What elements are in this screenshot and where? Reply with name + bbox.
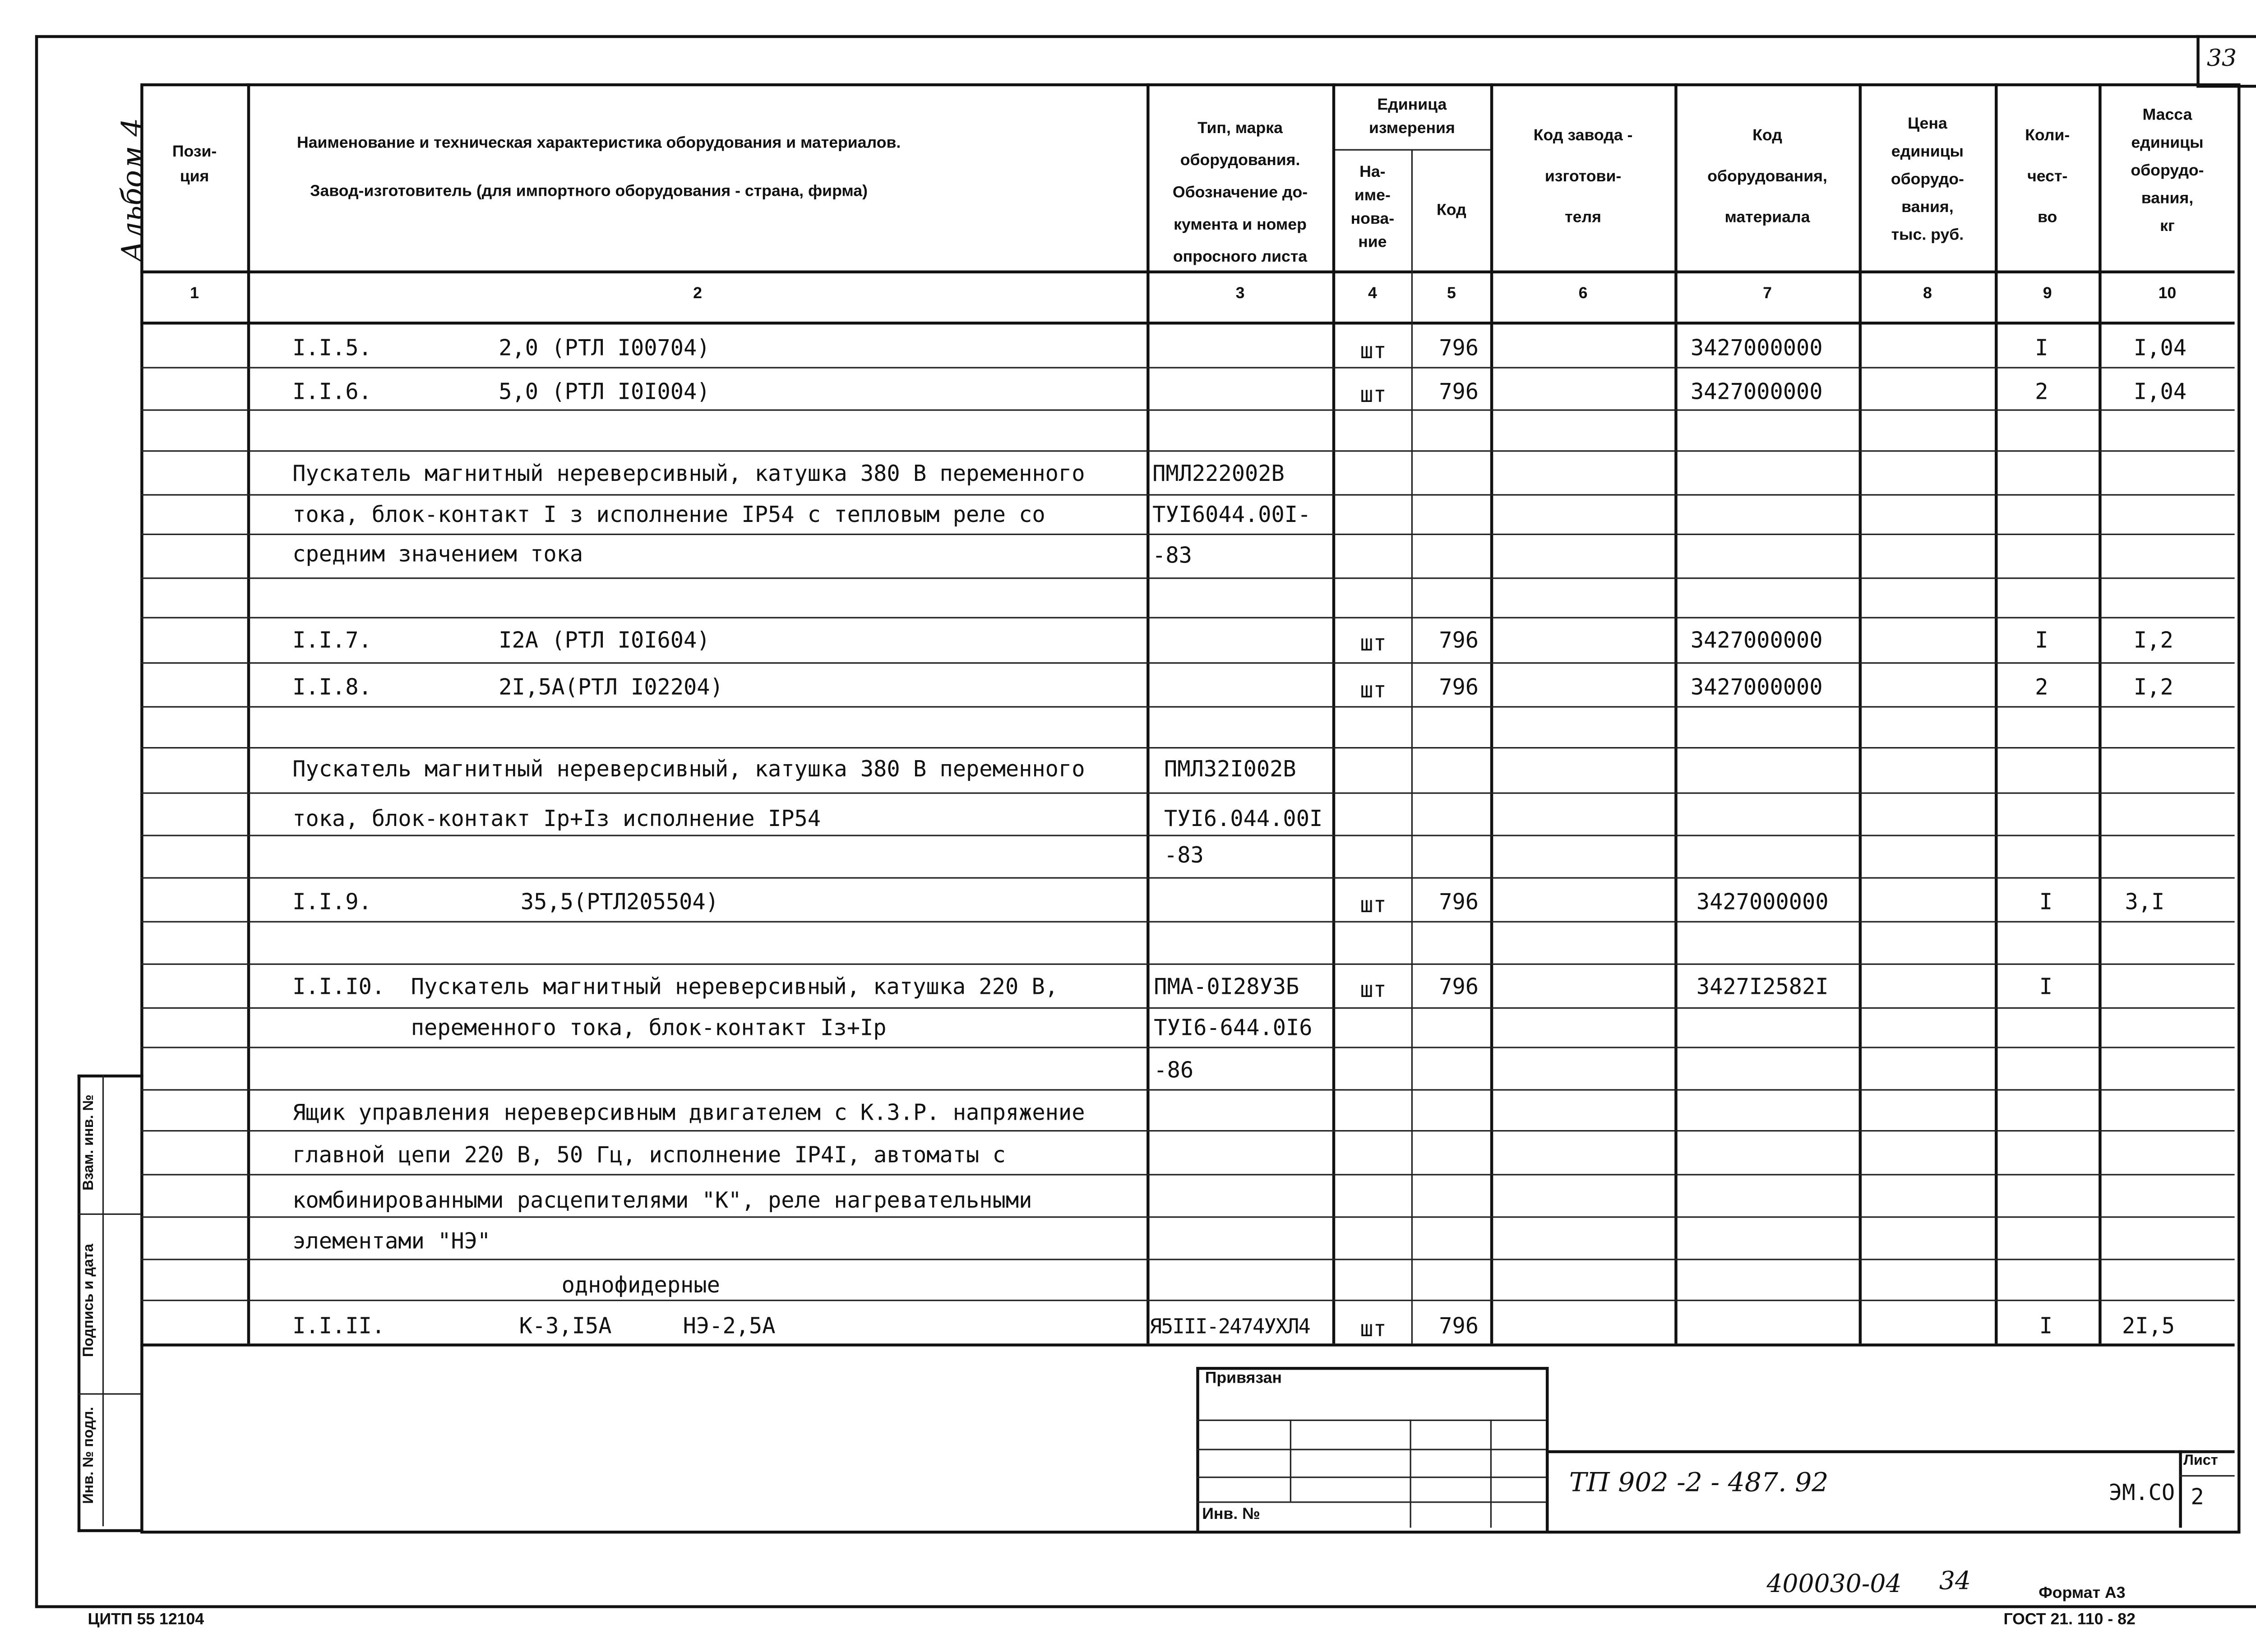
row-mass: I,04 — [2133, 378, 2187, 405]
type-mark: ПМЛ222002В — [1152, 460, 1285, 487]
row-pos: I.I.5. — [292, 335, 372, 361]
description-line: переменного тока, блок-контакт Iз+Ip — [411, 1015, 887, 1041]
colnum-5: 5 — [1447, 285, 1456, 303]
colnum-8: 8 — [1923, 285, 1932, 303]
row-name: К-3,I5А — [519, 1313, 612, 1339]
colnum-3: 3 — [1235, 285, 1245, 303]
row-qty: I — [2035, 627, 2048, 654]
stamp-privyazan-label: Привязан — [1205, 1370, 1282, 1388]
row-pos: I.I.I0. — [292, 974, 385, 1000]
row-code: 796 — [1439, 1313, 1479, 1339]
colnum-1: 1 — [190, 285, 199, 303]
row-mass: 2I,5 — [2122, 1313, 2175, 1339]
header-col5: Код — [1437, 202, 1466, 220]
row-code: 796 — [1439, 627, 1479, 654]
row-code: 796 — [1439, 889, 1479, 915]
row-qty: 2 — [2035, 674, 2048, 701]
header-col45-group: Единица измерения — [1368, 96, 1455, 138]
colnum-7: 7 — [1763, 285, 1772, 303]
row-pos: I.I.6. — [292, 378, 372, 405]
row-equip-code: 3427000000 — [1696, 889, 1829, 915]
row-unit: шт — [1360, 976, 1387, 1003]
row-equip-code: 3427000000 — [1690, 674, 1823, 701]
row-pos: I.I.9. — [292, 889, 372, 915]
row-equip-code: 3427000000 — [1690, 335, 1823, 361]
row-qty: I — [2035, 335, 2048, 361]
type-mark: ТУI6044.00I- — [1152, 501, 1311, 528]
row-unit: шт — [1360, 677, 1387, 703]
header-col3: Тип, марка оборудования. Обозначение до- кумента и номер опросного листа — [1172, 120, 1308, 266]
row-qty: I — [2039, 889, 2053, 915]
stamp-list-number: 2 — [2191, 1484, 2204, 1510]
row-unit: шт — [1360, 891, 1387, 918]
colnum-6: 6 — [1578, 285, 1588, 303]
description-line: тока, блок-контакт Ip+Iз исполнение IP54 — [292, 805, 821, 832]
footer-left-code: ЦИТП 55 12104 — [88, 1611, 204, 1629]
row-name: 35,5(РТЛ205504) — [520, 889, 719, 915]
row-pos: I.I.II. — [292, 1313, 385, 1339]
row-mass: I,2 — [2133, 627, 2173, 654]
row-qty: I — [2039, 1313, 2053, 1339]
header-col6: Код завода - изготови- теля — [1533, 127, 1633, 227]
type-mark: ТУI6.044.00I — [1164, 805, 1323, 832]
stamp-doc-code: ТП 902 -2 - 487. 92 — [1569, 1467, 1829, 1499]
album-label: Альбом 4 — [114, 118, 150, 263]
header-col10: Масса единицы оборудо- вания, кг — [2131, 106, 2204, 235]
type-mark: -83 — [1152, 542, 1192, 569]
row-unit: шт — [1360, 630, 1387, 657]
row-name-2: НЭ-2,5А — [683, 1313, 776, 1339]
colnum-4: 4 — [1368, 285, 1377, 303]
stamp-inv-label: Инв. № — [1202, 1505, 1260, 1523]
row-qty: I — [2039, 974, 2053, 1000]
row-name: I2A (РТЛ I0I604) — [499, 627, 710, 654]
row-name: 2,0 (РТЛ I00704) — [499, 335, 710, 361]
header-col7: Код оборудования, материала — [1707, 127, 1827, 227]
colnum-2: 2 — [693, 285, 702, 303]
colnum-9: 9 — [2043, 285, 2052, 303]
type-mark: ТУI6-644.0I6 — [1154, 1015, 1313, 1041]
side-stamp-podpis: Подпись и дата — [81, 1244, 97, 1357]
header-col4: На- име- нова- ние — [1350, 163, 1395, 252]
header-col2-line2: Завод-изготовитель (для импортного оборудования - страна, фирма) — [310, 183, 868, 200]
row-pos: I.I.7. — [292, 627, 372, 654]
description-line: Ящик управления нереверсивным двигателем с К.З.Р. напряжение — [292, 1099, 1085, 1126]
header-col1: Пози- ция — [172, 143, 217, 186]
row-type: Я5III-2474УХЛ4 — [1149, 1315, 1310, 1339]
row-name: 2I,5A(РТЛ I02204) — [499, 674, 723, 701]
description-line: комбинированными расцепителями "К", реле нагревательными — [292, 1187, 1032, 1214]
description-line: тока, блок-контакт I з исполнение IP54 с тепловым реле со — [292, 501, 1045, 528]
stamp-section: ЭМ.СО — [2108, 1479, 2175, 1506]
description-line: Пускатель магнитный нереверсивный, катушка 380 В переменного — [292, 756, 1085, 782]
row-equip-code: 3427I2582I — [1696, 974, 1829, 1000]
row-mass: I,2 — [2133, 674, 2173, 701]
footer-gost: ГОСТ 21. 110 - 82 — [2003, 1611, 2136, 1629]
header-col8: Цена единицы оборудо- вания, тыс. руб. — [1891, 115, 1964, 245]
description-line: средним значением тока — [292, 541, 583, 568]
row-code: 796 — [1439, 335, 1479, 361]
row-pos: I.I.8. — [292, 674, 372, 701]
row-name: Пускатель магнитный нереверсивный, катушка 220 В, — [411, 974, 1059, 1000]
description-line: Пускатель магнитный нереверсивный, катушка 380 В переменного — [292, 460, 1085, 487]
row-type: ПМА-0I28УЗБ — [1154, 974, 1299, 1000]
row-name: 5,0 (РТЛ I0I004) — [499, 378, 710, 405]
row-unit: шт — [1360, 1315, 1387, 1342]
header-col9: Коли- чест- во — [2025, 127, 2070, 227]
row-mass: I,04 — [2133, 335, 2187, 361]
colnum-10: 10 — [2158, 285, 2177, 303]
header-col2-line1: Наименование и техническая характеристика оборудования и материалов. — [296, 134, 901, 152]
corner-sheet-number: 33 — [2206, 44, 2237, 72]
row-unit: шт — [1360, 337, 1387, 364]
stamp-list-label: Лист — [2183, 1453, 2218, 1469]
row-code: 796 — [1439, 378, 1479, 405]
description-line: однофидерные — [561, 1272, 720, 1298]
row-equip-code: 3427000000 — [1690, 627, 1823, 654]
footer-format: Формат А3 — [2039, 1584, 2126, 1602]
footer-handwritten-page: 34 — [1939, 1567, 1971, 1597]
type-mark: -86 — [1154, 1057, 1194, 1084]
description-line: главной цепи 220 В, 50 Гц, исполнение IP4I, автоматы с — [292, 1141, 1006, 1168]
row-qty: 2 — [2035, 378, 2048, 405]
type-mark: -83 — [1164, 842, 1204, 868]
row-code: 796 — [1439, 974, 1479, 1000]
row-mass: 3,I — [2125, 889, 2165, 915]
type-mark: ПМЛ32I002В — [1164, 756, 1296, 782]
side-stamp-vzam: Взам. инв. № — [81, 1094, 97, 1191]
footer-handwritten-code: 400030-04 — [1766, 1570, 1902, 1600]
row-code: 796 — [1439, 674, 1479, 701]
description-line: элементами "НЭ" — [292, 1228, 491, 1255]
row-equip-code: 3427000000 — [1690, 378, 1823, 405]
side-stamp-inv-podl: Инв. № подл. — [81, 1407, 97, 1504]
row-unit: шт — [1360, 381, 1387, 408]
